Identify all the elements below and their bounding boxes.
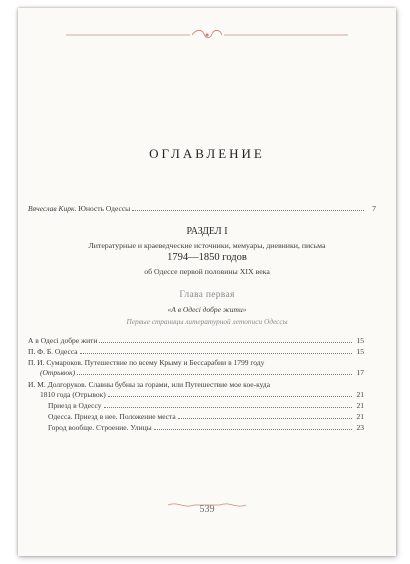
intro-author: Вячеслав Кирк. [28, 204, 77, 213]
entry-text: Путешествие по всему Крыму и Бессарабии в 1799 году [84, 358, 265, 367]
intro-page: 7 [372, 204, 376, 213]
section-years [18, 252, 396, 263]
toc-intro-entry [18, 204, 396, 213]
dot-leader [104, 407, 353, 408]
dot-leader [154, 429, 352, 430]
section-subtitle: об Одессе первой половины XIX века [144, 267, 270, 276]
toc-entry [18, 390, 396, 399]
section-label: РАЗДЕЛ I [186, 226, 228, 237]
toc-entry [18, 336, 396, 345]
entry-page: 23 [356, 423, 364, 432]
entry-page: 21 [356, 390, 364, 399]
entry-text: Славны бубны за горами, или Путешествие мое кое-куда [88, 380, 271, 389]
entry-page: 21 [356, 412, 364, 421]
toc-entry [18, 368, 396, 377]
entry-author: П. И. Сумароков. [28, 358, 83, 367]
top-ornament [18, 28, 396, 42]
intro-text: Юность Одессы [78, 204, 131, 213]
entry-text: 1810 года (Отрывок) [40, 390, 106, 399]
page-title: ОГЛАВЛЕНИЕ [149, 146, 265, 161]
toc-entry [18, 401, 396, 410]
entry-text: А в Одесі добре жити [28, 336, 98, 345]
dot-leader [77, 374, 352, 375]
dot-leader [108, 396, 352, 397]
chapter-subtitle: Первые страницы литературной летописи Одессы [126, 317, 288, 326]
book-page [18, 8, 396, 556]
chapter-quote: «А в Одесі добре жити» [167, 305, 247, 314]
toc-entry [18, 412, 396, 421]
entry-text: Город вообще. Строение. Улицы [48, 423, 152, 432]
section-years-range: 1794—1850 [167, 252, 220, 263]
entry-text: Одесса. Приезд в нее. Положение места [48, 412, 176, 421]
dot-leader [99, 342, 352, 343]
chapter-label: Глава первая [179, 290, 235, 300]
toc-entry [18, 358, 396, 367]
dot-leader [178, 418, 352, 419]
entry-text: Приезд в Одессу [48, 401, 102, 410]
toc-entry [18, 347, 396, 356]
section-description: Литературные и краеведческие источники, мемуары, дневники, письма [88, 241, 326, 250]
entry-text: (Отрывок) [40, 368, 76, 377]
toc-entry [18, 380, 396, 389]
entry-page: 17 [356, 368, 364, 377]
entry-text: П. Ф. Б. Одесса [28, 347, 78, 356]
section-years-suffix: годов [222, 252, 247, 263]
entry-page: 15 [356, 347, 364, 356]
dot-leader [80, 353, 352, 354]
dot-leader [132, 210, 364, 211]
page-number: 539 [199, 504, 215, 515]
entry-page: 21 [356, 401, 364, 410]
toc-entry [18, 423, 396, 432]
entry-author: И. М. Долгоруков. [28, 380, 87, 389]
entry-page: 15 [356, 336, 364, 345]
